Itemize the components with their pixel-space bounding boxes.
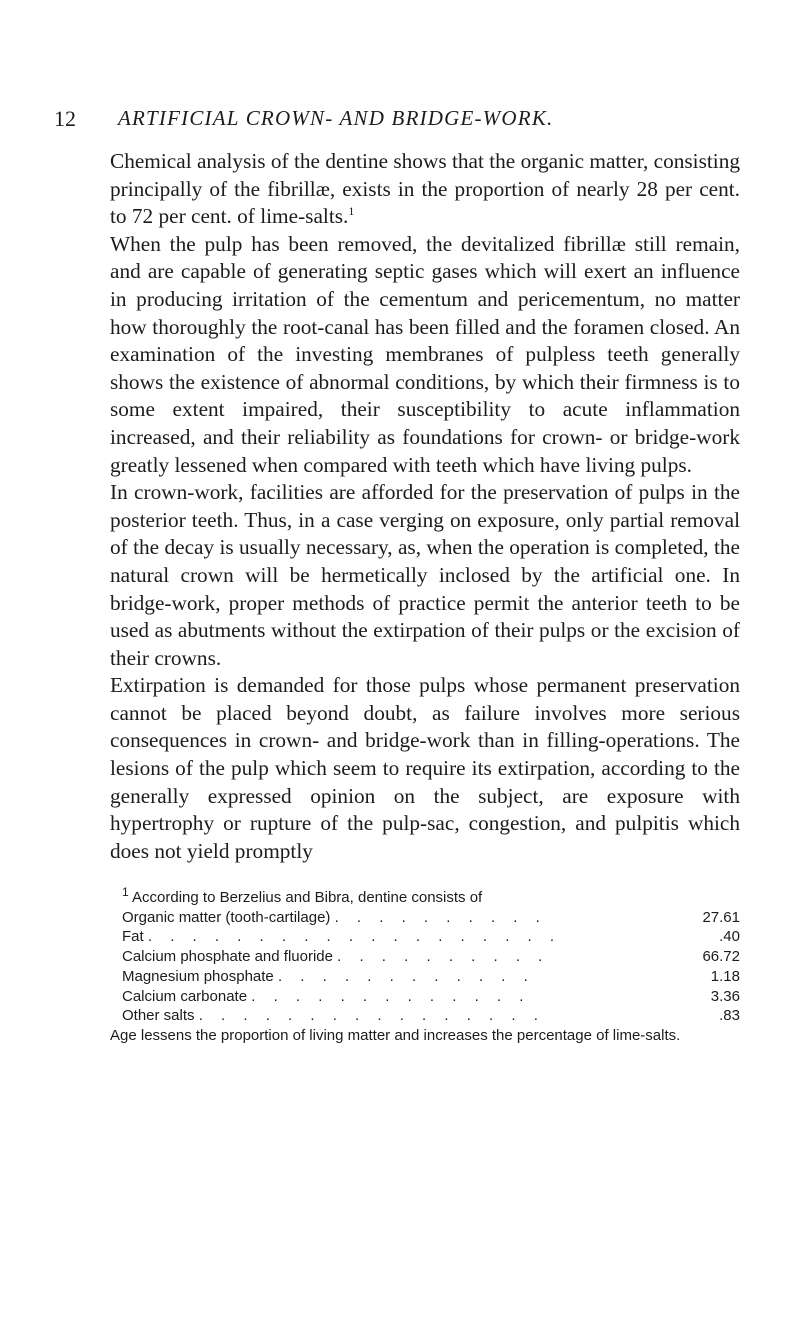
component-label: Organic matter (tooth-cartilage) [122,908,331,926]
table-row: Organic matter (tooth-cartilage) . . . . . . . . . . 27.61 [122,908,740,926]
component-label: Calcium phosphate and fluoride [122,948,333,966]
paragraph: Extirpation is demanded for those pulps whose permanent preservation cannot be placed beyond doubt, as failure involves more serious consequences in crown- and bridge-work than in filling-operations. The lesions of the pulp which seem to require its extirpation, according to the generally expressed opinion on the subject, are exposure with hypertrophy or rupture of the pulp-sac, congestion, and pulpitis which does not yield promptly [110,673,740,863]
table-row: Other salts . . . . . . . . . . . . . . . . .83 [122,1007,740,1025]
paragraph: When the pulp has been removed, the devitalized fibrillæ still remain, and are capable of generating septic gases which will exert an influence in producing irritation of the cementum and pericementum, no matter how thoroughly the root-canal has been filled and the foramen closed. An examination of the investing membranes of pulpless teeth generally shows the existence of abnormal conditions, by which their firmness is to some extent impaired, their susceptibility to acute inflammation increased, and their reliability as foundations for crown- or bridge-work greatly lessened when compared with teeth which have living pulps. [110,231,740,477]
footnote-intro: $^1$ According to Berzelius and Bibra, dentine consists of [122,885,483,906]
footnote [110,885,740,1046]
table-row: Calcium phosphate and fluoride . . . . . . . . . . 66.72 [122,948,740,966]
page-header [54,106,744,136]
component-value: 27.61 [702,908,740,926]
footnote-closing: Age lessens the proportion of living matter and increases the percentage of lime-salts. [110,1026,681,1044]
footnote-marker: 1 [122,885,129,899]
component-value: .40 [719,928,740,946]
table-row: Fat . . . . . . . . . . . . . . . . . . . .40 [122,928,740,946]
component-value: 66.72 [702,948,740,966]
page-number: 12 [54,106,76,131]
component-label: Fat [122,928,144,946]
component-label: Other salts [122,1007,195,1025]
paragraph: Chemical analysis of the dentine shows that the organic matter, consisting principally of the fibrillæ, exists in the proportion of nearly 28 per cent. to 72 per cent. of lime-salts.$^1$ [110,149,740,229]
body-text [110,148,740,865]
component-value: .83 [719,1007,740,1025]
component-label: Magnesium phosphate [122,967,274,985]
component-value: 3.36 [710,987,740,1005]
component-value: 1.18 [710,967,740,985]
composition-table [110,908,740,1026]
component-label: Calcium carbonate [122,987,248,1005]
table-row: Magnesium phosphate . . . . . . . . . . . . 1.18 [122,967,740,985]
running-title: ARTIFICIAL CROWN- AND BRIDGE-WORK. [118,106,554,130]
footnote-ref[interactable]: 1 [348,204,355,219]
paragraph: In crown-work, facilities are afforded for the preservation of pulps in the posterior teeth. Thus, in a case verging on exposure, only partial removal of the decay is usually necessary, as, when the operation is completed, the natural crown will be hermetically inclosed by the artificial one. In bridge-work, proper methods of practice permit the anterior teeth to be used as abutments without the extirpation of their pulps or the excision of their crowns. [110,480,740,670]
table-row: Calcium carbonate . . . . . . . . . . . . . 3.36 [122,987,740,1005]
